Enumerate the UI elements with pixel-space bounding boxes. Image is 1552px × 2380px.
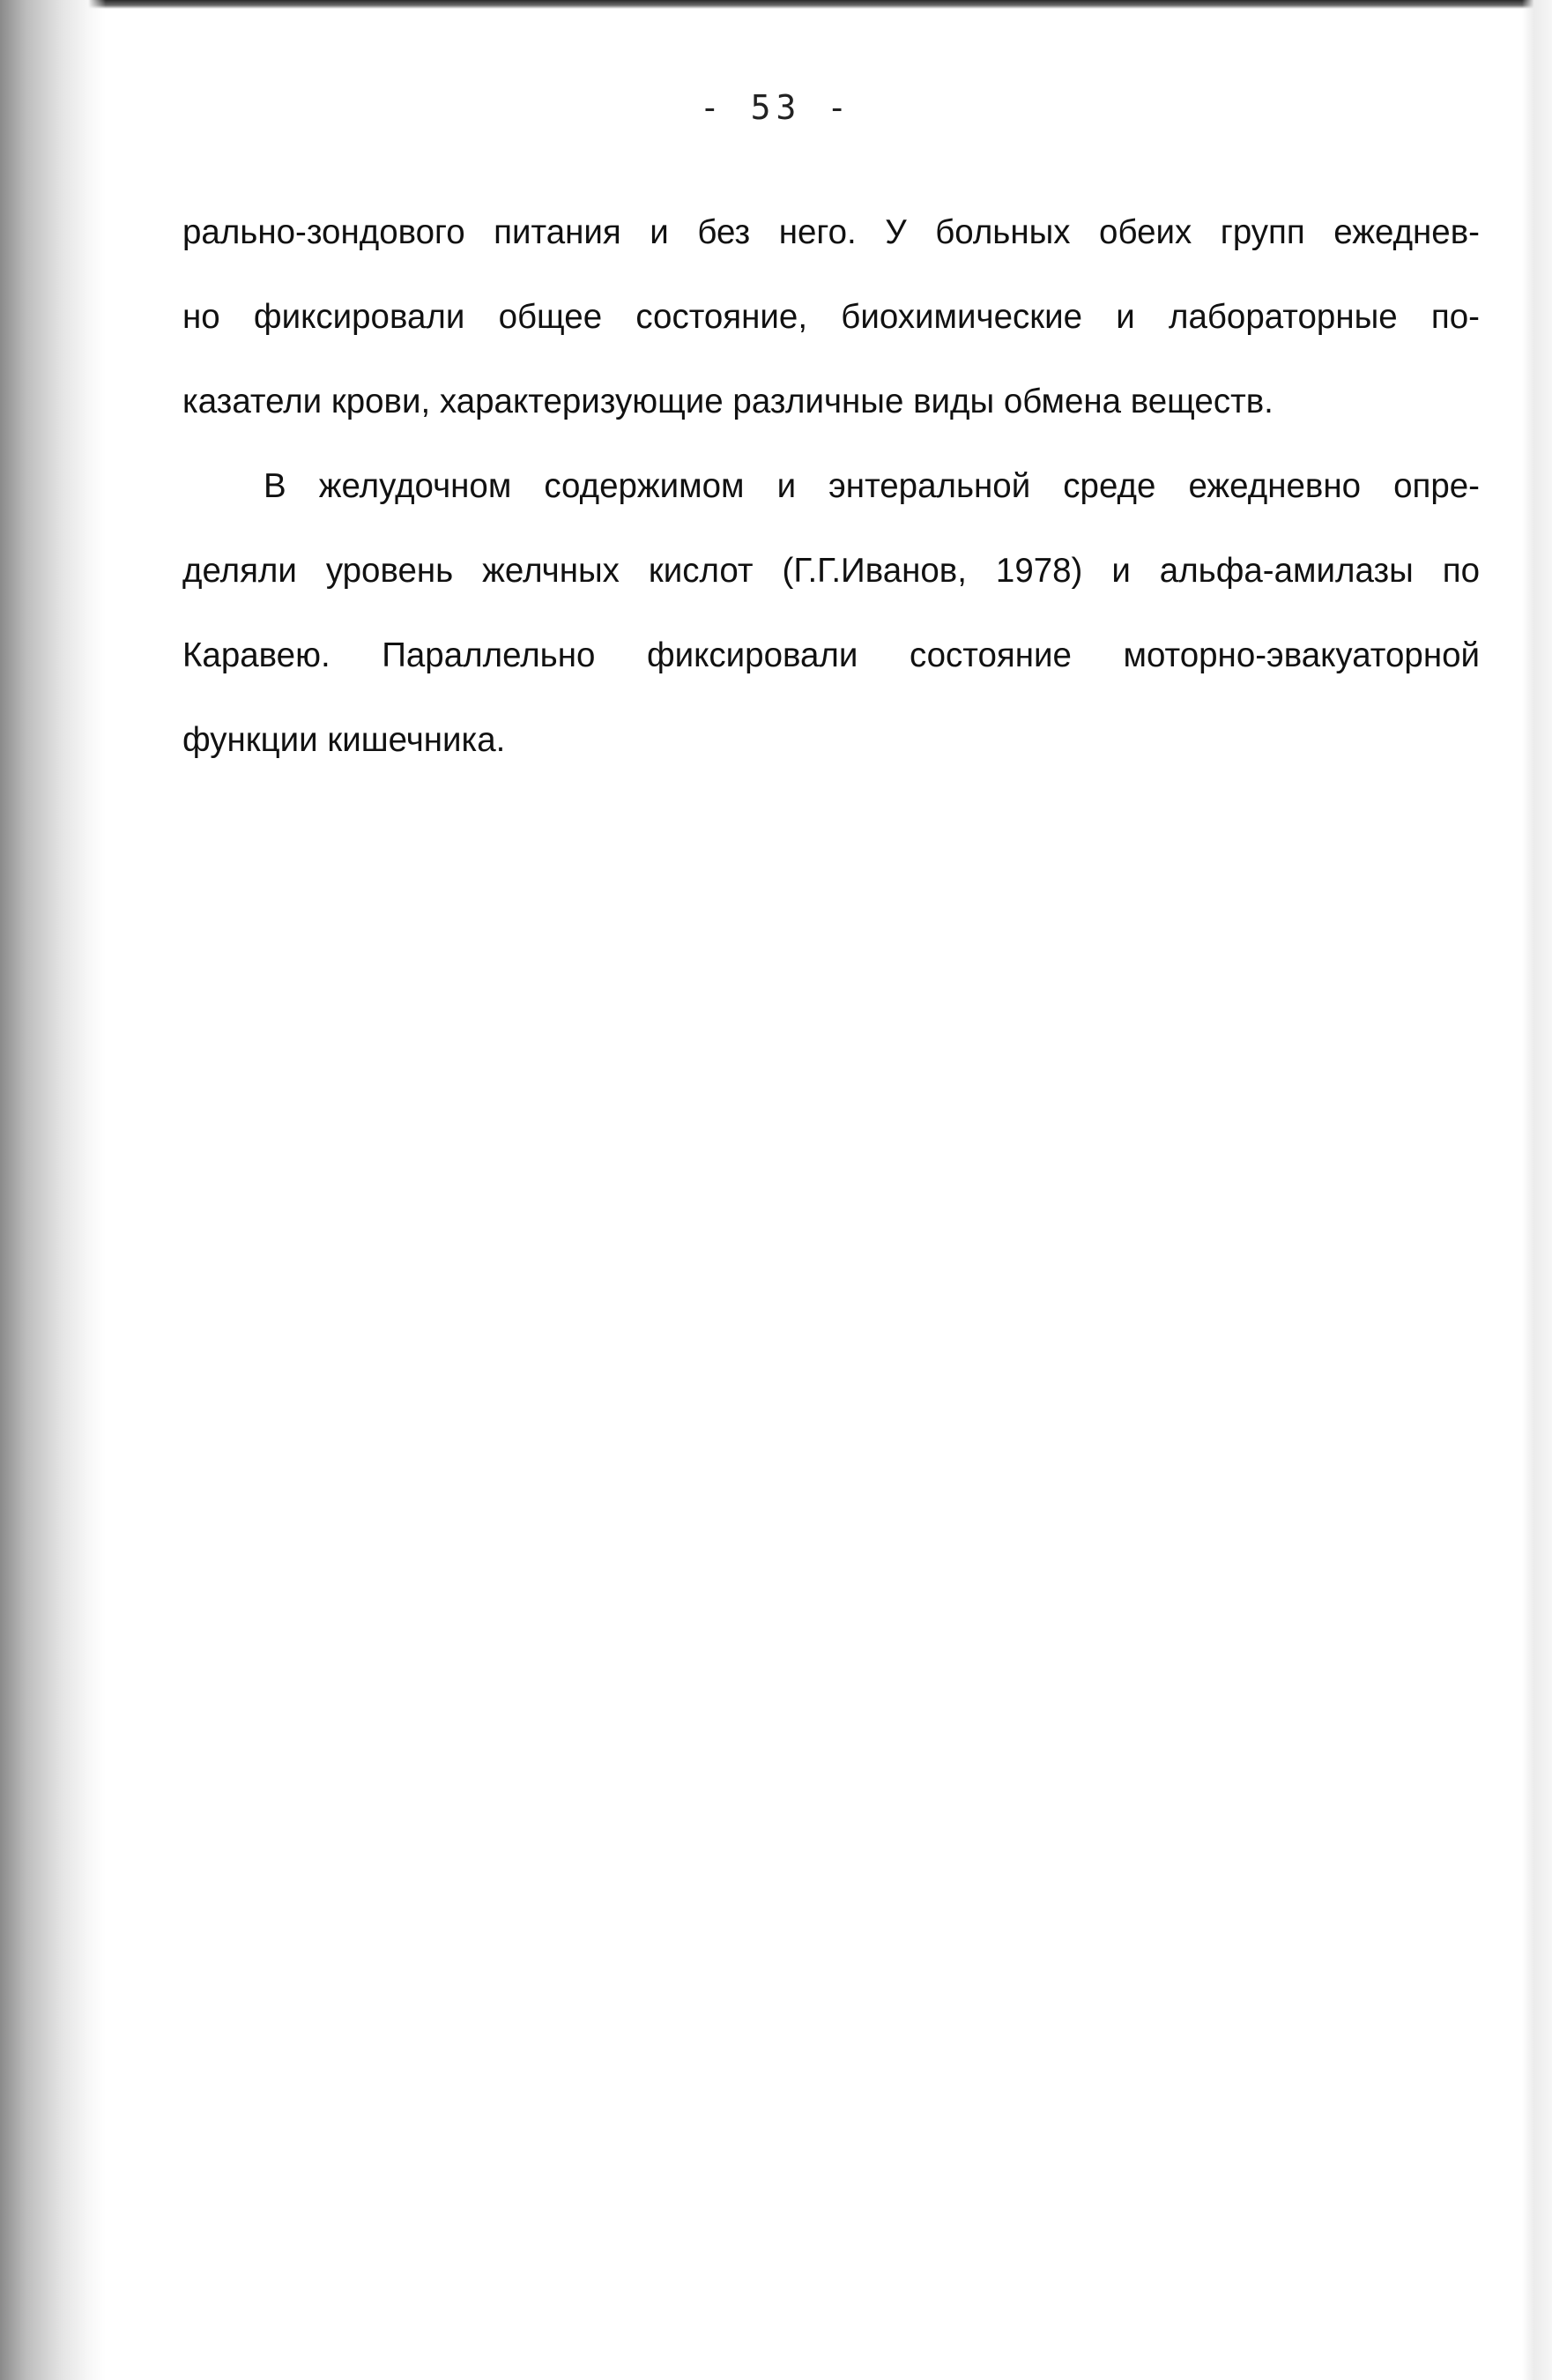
scan-binding-shadow xyxy=(0,0,106,2380)
body-text xyxy=(182,190,1480,783)
text-line: функции кишечника. xyxy=(182,721,506,759)
scan-top-edge xyxy=(0,0,1552,9)
text-line: деляли уровень желчных кислот (Г.Г.Иванов, 1978) и альфа-амилазы по xyxy=(182,552,1480,590)
text-line: казатели крови, характеризующие различные виды обмена веществ. xyxy=(182,383,1274,420)
page-number: - 53 - xyxy=(699,88,853,127)
paragraph-2 xyxy=(182,444,1480,783)
scan-right-edge xyxy=(1522,0,1552,2380)
text-line: рально-зондового питания и без него. У больных обеих групп ежеднев- xyxy=(182,213,1480,251)
text-line: В желудочном содержимом и энтеральной среде ежедневно опре- xyxy=(264,467,1480,505)
text-line: но фиксировали общее состояние, биохимические и лабораторные по- xyxy=(182,298,1480,336)
text-line: Каравею. Параллельно фиксировали состояние моторно-эвакуаторной xyxy=(182,636,1480,674)
paragraph-1 xyxy=(182,190,1480,444)
